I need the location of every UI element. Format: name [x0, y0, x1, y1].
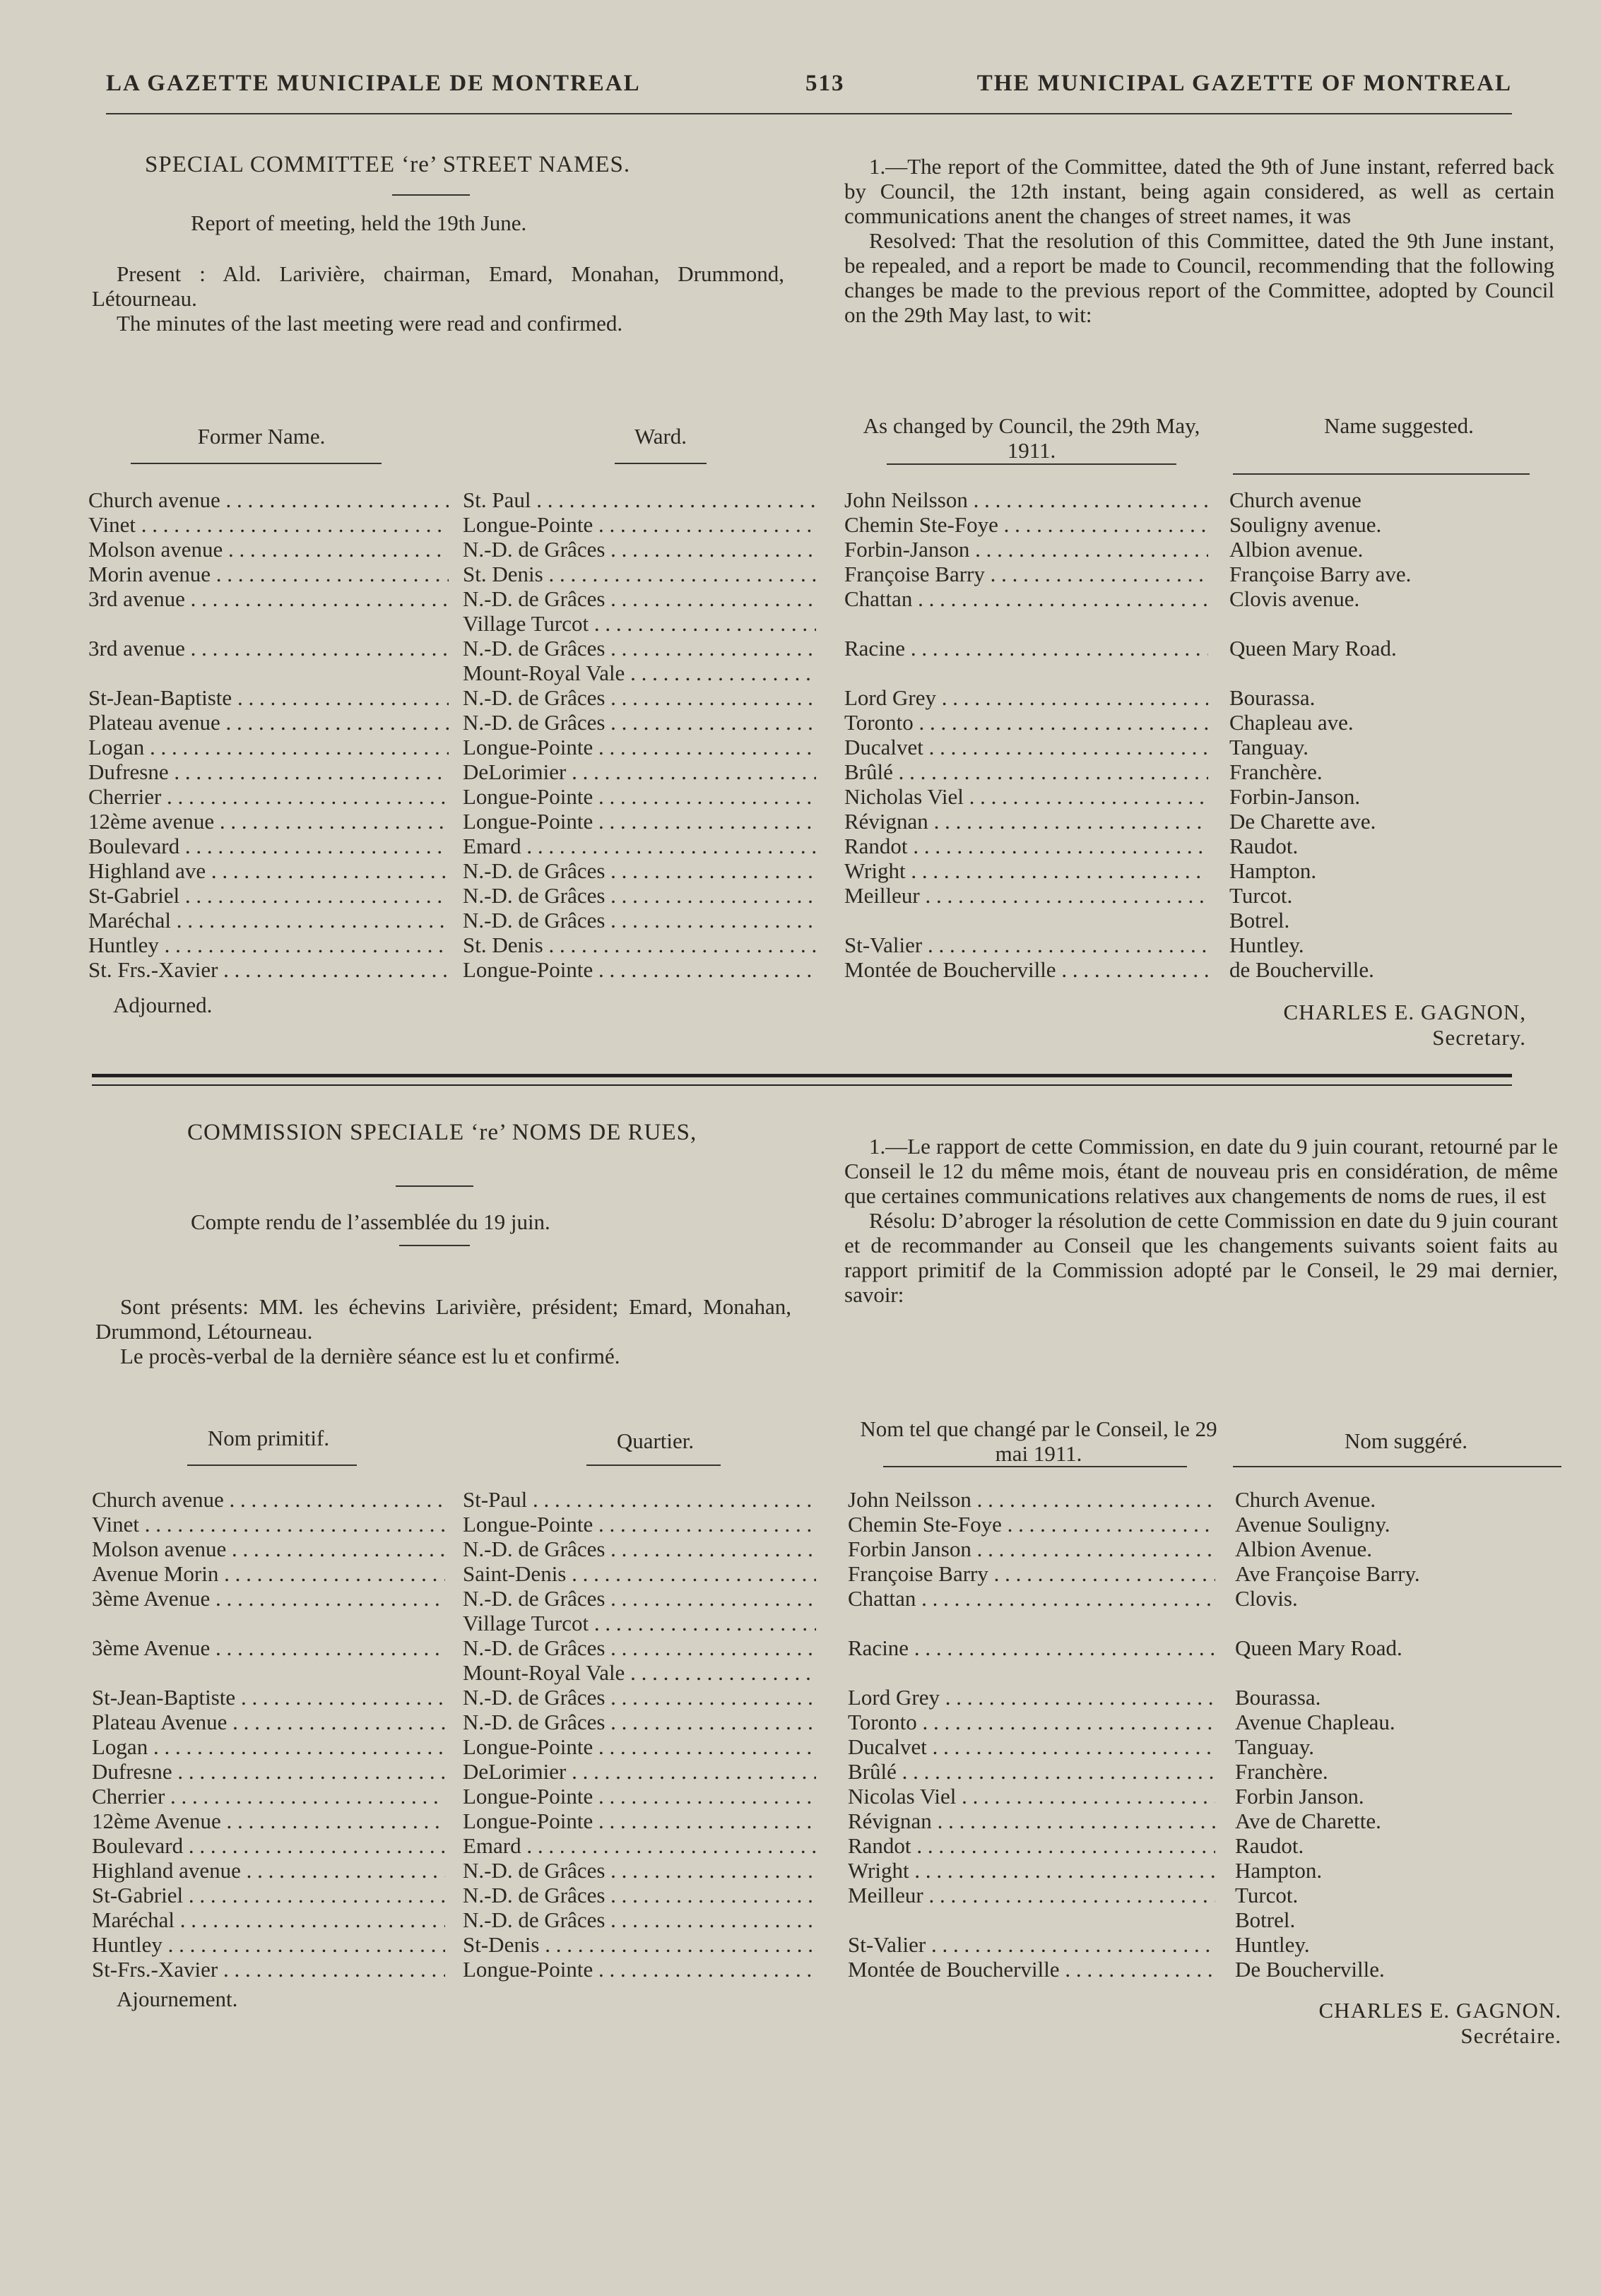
suggested-name: Turcot.	[1235, 1883, 1299, 1907]
former-name: 12ème avenue . . .	[88, 809, 449, 834]
resolution-para-1: 1.—The report of the Committee, dated the 9th of June instant, referred back by Council, the 12th instant, being again considered, as well as certain communications anent the changes of street names, it was	[844, 154, 1554, 228]
ward: Longue-Pointe . . .	[463, 735, 816, 759]
ward: St-Denis . . .	[463, 1932, 816, 1957]
present-text: Present : Ald. Larivière, chairman, Emard, Monahan, Drummond, Létourneau.	[92, 261, 784, 311]
former-name: Vinet . . .	[88, 512, 449, 537]
suggested-name: Raudot.	[1235, 1833, 1304, 1858]
former-name: Dufresne . . .	[92, 1759, 445, 1784]
resolution-para-2: Resolved: That the resolution of this Committee, dated the 9th June instant, be repealed, and a report be made to Council, recommending that the following changes be made to the previous report of the Committee, adopted by Council on the 29th May last, to wit:	[844, 228, 1554, 327]
english-title: SPECIAL COMMITTEE ‘re’ STREET NAMES.	[145, 152, 631, 177]
suggested-name: Forbin-Janson.	[1229, 784, 1361, 809]
changed-name: Racine . . .	[844, 636, 1208, 661]
ward: DeLorimier . . .	[463, 1759, 816, 1784]
header-left: LA GAZETTE MUNICIPALE DE MONTREAL	[106, 71, 641, 96]
former-name: 12ème Avenue . . .	[92, 1809, 445, 1833]
ward: N.-D. de Grâces . . .	[463, 1685, 816, 1710]
ward: Emard . . .	[463, 1833, 816, 1858]
suggested-name: Ave de Charette.	[1235, 1809, 1381, 1833]
suggested-name: Chapleau ave.	[1229, 710, 1354, 735]
changed-name: Lord Grey . . .	[844, 685, 1208, 710]
signature-name: CHARLES E. GAGNON,	[1283, 1000, 1526, 1024]
header-rule	[887, 463, 1176, 465]
changed-name: Chemin Ste-Foye . . .	[844, 512, 1208, 537]
header-rule	[586, 1464, 721, 1466]
changed-name: Forbin-Janson . . .	[844, 537, 1208, 562]
former-name: Maréchal . . .	[88, 908, 449, 933]
suggested-name: Albion avenue.	[1229, 537, 1364, 562]
suggested-name: Ave Françoise Barry.	[1235, 1561, 1420, 1586]
changed-name: Chattan . . .	[848, 1586, 1215, 1611]
suggested-name: Queen Mary Road.	[1235, 1635, 1402, 1660]
former-name: St-Jean-Baptiste . . .	[88, 685, 449, 710]
suggested-name	[1235, 1660, 1560, 1685]
changed-name: Brûlé . . .	[848, 1759, 1215, 1784]
ward: Mount-Royal Vale . . .	[463, 1660, 816, 1685]
suggested-name: Botrel.	[1235, 1907, 1296, 1932]
french-title: COMMISSION SPECIALE ‘re’ NOMS DE RUES,	[187, 1120, 697, 1145]
changed-name: Montée de Boucherville . . .	[844, 957, 1208, 982]
changed-name: Ducalvet . . .	[848, 1734, 1215, 1759]
former-name: Church avenue . . .	[88, 487, 449, 512]
former-name: Plateau avenue . . .	[88, 710, 449, 735]
header-right: THE MUNICIPAL GAZETTE OF MONTREAL	[976, 71, 1512, 96]
former-name: Cherrier . . .	[88, 784, 449, 809]
ward: N.-D. de Grâces . . .	[463, 883, 816, 908]
changed-name: Randot . . .	[844, 834, 1208, 858]
french-report-of: Compte rendu de l’assemblée du 19 juin.	[191, 1209, 550, 1234]
former-name	[92, 1611, 445, 1635]
signature-name: CHARLES E. GAGNON.	[1318, 1998, 1561, 2023]
ward: Saint-Denis . . .	[463, 1561, 816, 1586]
suggested-name: Forbin Janson.	[1235, 1784, 1364, 1809]
former-name: Highland avenue . . .	[92, 1858, 445, 1883]
changed-name: Chattan . . .	[844, 586, 1208, 611]
former-name: 3rd avenue . . .	[88, 586, 449, 611]
ward: N.-D. de Grâces . . .	[463, 636, 816, 661]
suggested-name: Tanguay.	[1229, 735, 1309, 759]
minutes-text: Le procès-verbal de la dernière séance est lu et confirmé.	[120, 1344, 620, 1368]
former-name: Logan . . .	[88, 735, 449, 759]
ward: St-Paul . . .	[463, 1487, 816, 1512]
signature-role: Secrétaire.	[1460, 2023, 1561, 2048]
changed-name: Françoise Barry . . .	[844, 562, 1208, 586]
changed-name: Toronto . . .	[844, 710, 1208, 735]
suggested-name: Raudot.	[1229, 834, 1299, 858]
changed-name	[844, 908, 1208, 933]
former-name: St-Frs.-Xavier . . .	[92, 1957, 445, 1982]
english-adjourned: Adjourned.	[113, 993, 213, 1017]
header-former-name: Former Name.	[197, 424, 326, 449]
changed-name: Meilleur . . .	[844, 883, 1208, 908]
changed-name: Ducalvet . . .	[844, 735, 1208, 759]
ward: N.-D. de Grâces . . .	[463, 908, 816, 933]
english-report-of: Report of meeting, held the 19th June.	[191, 211, 527, 235]
ward: Longue-Pointe . . .	[463, 957, 816, 982]
suggested-name: Huntley.	[1229, 933, 1304, 957]
header-rule	[883, 1466, 1187, 1467]
header-ward: Quartier.	[616, 1428, 695, 1453]
suggested-name	[1235, 1611, 1560, 1635]
changed-name	[848, 1660, 1215, 1685]
former-name: Cherrier . . .	[92, 1784, 445, 1809]
suggested-name: Bourassa.	[1235, 1685, 1321, 1710]
former-name: Boulevard . . .	[88, 834, 449, 858]
former-name: Plateau Avenue . . .	[92, 1710, 445, 1734]
ward: St. Denis . . .	[463, 562, 816, 586]
header-rule	[106, 113, 1512, 114]
suggested-name: Clovis.	[1235, 1586, 1298, 1611]
former-name: Church avenue . . .	[92, 1487, 445, 1512]
french-resolution	[844, 1134, 1558, 1307]
former-name: 3rd avenue . . .	[88, 636, 449, 661]
ward: Longue-Pointe . . .	[463, 1957, 816, 1982]
english-suggested-names	[1229, 487, 1540, 982]
changed-name: St-Valier . . .	[844, 933, 1208, 957]
signature-role: Secretary.	[1432, 1025, 1526, 1050]
suggested-name: De Charette ave.	[1229, 809, 1376, 834]
ward: Longue-Pointe . . .	[463, 1734, 816, 1759]
former-name: Maréchal . . .	[92, 1907, 445, 1932]
changed-name: Brûlé . . .	[844, 759, 1208, 784]
changed-name	[844, 611, 1208, 636]
former-name: Morin avenue . . .	[88, 562, 449, 586]
former-name: Molson avenue . . .	[88, 537, 449, 562]
ward: Longue-Pointe . . .	[463, 512, 816, 537]
changed-name: Wright . . .	[844, 858, 1208, 883]
header-changed: As changed by Council, the 29th May, 1911.	[863, 413, 1200, 463]
former-name: Avenue Morin . . .	[92, 1561, 445, 1586]
suggested-name: Church avenue	[1229, 487, 1361, 512]
ward: N.-D. de Grâces . . .	[463, 1710, 816, 1734]
former-name	[88, 611, 449, 636]
french-signature-block	[1201, 1998, 1561, 2049]
english-former-names	[88, 487, 449, 982]
resolution-para-2: Résolu: D’abroger la résolution de cette Commission en date du 9 juin courant et de recommander au Conseil que les changements suivants soient faits au rapport primitif de la Commission adopté par le Conseil, le 29 mai dernier, savoir:	[844, 1208, 1558, 1307]
suggested-name: Queen Mary Road.	[1229, 636, 1397, 661]
ward: N.-D. de Grâces . . .	[463, 1858, 816, 1883]
ward: St. Denis . . .	[463, 933, 816, 957]
suggested-name	[1229, 661, 1540, 685]
suggested-name: Bourassa.	[1229, 685, 1316, 710]
suggested-name: Tanguay.	[1235, 1734, 1315, 1759]
ward: N.-D. de Grâces . . .	[463, 537, 816, 562]
header-rule	[187, 1464, 357, 1466]
suggested-name: Franchère.	[1229, 759, 1323, 784]
ward: Longue-Pointe . . .	[463, 1809, 816, 1833]
page-number: 513	[805, 71, 845, 96]
former-name	[92, 1660, 445, 1685]
french-former-names	[92, 1487, 445, 1982]
former-name: 3ème Avenue . . .	[92, 1635, 445, 1660]
title-rule	[392, 194, 470, 196]
ward: Longue-Pointe . . .	[463, 809, 816, 834]
header-ward: Ward.	[634, 424, 687, 449]
english-signature-block	[1201, 1000, 1526, 1051]
title-rule	[399, 1245, 470, 1246]
header-suggested: Name suggested.	[1324, 413, 1474, 438]
suggested-name: Avenue Chapleau.	[1235, 1710, 1395, 1734]
header-rule	[1233, 473, 1530, 475]
changed-name	[844, 661, 1208, 685]
suggested-name: De Boucherville.	[1235, 1957, 1385, 1982]
former-name: Highland ave . . .	[88, 858, 449, 883]
changed-name: Forbin Janson . . .	[848, 1537, 1215, 1561]
french-wards	[463, 1487, 816, 1982]
english-present	[92, 261, 784, 336]
french-changed-names	[848, 1487, 1215, 1982]
changed-name: Toronto . . .	[848, 1710, 1215, 1734]
changed-name: Nicholas Viel . . .	[844, 784, 1208, 809]
former-name: St-Gabriel . . .	[92, 1883, 445, 1907]
header-changed: Nom tel que changé par le Conseil, le 29 mai 1911.	[860, 1416, 1217, 1466]
former-name: 3ème Avenue . . .	[92, 1586, 445, 1611]
french-adjourned: Ajournement.	[117, 1987, 238, 2011]
ward: N.-D. de Grâces . . .	[463, 858, 816, 883]
suggested-name: Church Avenue.	[1235, 1487, 1376, 1512]
header-suggested: Nom suggéré.	[1345, 1428, 1467, 1453]
ward: N.-D. de Grâces . . .	[463, 1907, 816, 1932]
former-name: Boulevard . . .	[92, 1833, 445, 1858]
suggested-name: Souligny avenue.	[1229, 512, 1382, 537]
suggested-name: de Boucherville.	[1229, 957, 1374, 982]
changed-name	[848, 1611, 1215, 1635]
ward: St. Paul . . .	[463, 487, 816, 512]
changed-name: John Neilsson . . .	[844, 487, 1208, 512]
ward: N.-D. de Grâces . . .	[463, 1586, 816, 1611]
ward: Mount-Royal Vale . . .	[463, 661, 816, 685]
ward: Longue-Pointe . . .	[463, 784, 816, 809]
header-former-name: Nom primitif.	[207, 1426, 330, 1450]
ward: N.-D. de Grâces . . .	[463, 1883, 816, 1907]
ward: N.-D. de Grâces . . .	[463, 685, 816, 710]
changed-name: Lord Grey . . .	[848, 1685, 1215, 1710]
suggested-name: Hampton.	[1229, 858, 1317, 883]
ward: DeLorimier . . .	[463, 759, 816, 784]
former-name: Huntley . . .	[92, 1932, 445, 1957]
suggested-name: Hampton.	[1235, 1858, 1323, 1883]
former-name: St. Frs.-Xavier . . .	[88, 957, 449, 982]
ward: Longue-Pointe . . .	[463, 1784, 816, 1809]
changed-name: John Neilsson . . .	[848, 1487, 1215, 1512]
changed-name: Chemin Ste-Foye . . .	[848, 1512, 1215, 1537]
present-text: Sont présents: MM. les échevins Larivière, président; Emard, Monahan, Drummond, Létourneau.	[95, 1294, 791, 1344]
former-name	[88, 661, 449, 685]
former-name: Vinet . . .	[92, 1512, 445, 1537]
changed-name: Françoise Barry . . .	[848, 1561, 1215, 1586]
changed-name: Randot . . .	[848, 1833, 1215, 1858]
french-present	[95, 1294, 791, 1368]
ward: Village Turcot . . .	[463, 611, 816, 636]
ward: N.-D. de Grâces . . .	[463, 586, 816, 611]
french-suggested-names	[1235, 1487, 1560, 1982]
former-name: Logan . . .	[92, 1734, 445, 1759]
suggested-name: Franchère.	[1235, 1759, 1328, 1784]
suggested-name: Avenue Souligny.	[1235, 1512, 1390, 1537]
page-header	[106, 71, 1512, 106]
english-resolution	[844, 154, 1554, 327]
ward: Longue-Pointe . . .	[463, 1512, 816, 1537]
header-rule	[1233, 1466, 1561, 1467]
former-name: Huntley . . .	[88, 933, 449, 957]
resolution-para-1: 1.—Le rapport de cette Commission, en date du 9 juin courant, retourné par le Conseil le 12 du même mois, étant de nouveau pris en considération, de même que certaines communications relatives aux changements de noms de rues, il est	[844, 1134, 1558, 1208]
changed-name: Montée de Boucherville . . .	[848, 1957, 1215, 1982]
former-name: Dufresne . . .	[88, 759, 449, 784]
title-rule	[396, 1185, 473, 1187]
ward: N.-D. de Grâces . . .	[463, 710, 816, 735]
english-changed-names	[844, 487, 1208, 982]
suggested-name: Albion Avenue.	[1235, 1537, 1373, 1561]
ward: Emard . . .	[463, 834, 816, 858]
minutes-text: The minutes of the last meeting were read and confirmed.	[117, 311, 623, 336]
former-name: St-Jean-Baptiste . . .	[92, 1685, 445, 1710]
changed-name: Wright . . .	[848, 1858, 1215, 1883]
changed-name	[848, 1907, 1215, 1932]
ward: N.-D. de Grâces . . .	[463, 1537, 816, 1561]
suggested-name: Botrel.	[1229, 908, 1290, 933]
header-rule	[615, 463, 707, 464]
suggested-name	[1229, 611, 1540, 636]
ward: N.-D. de Grâces . . .	[463, 1635, 816, 1660]
suggested-name: Turcot.	[1229, 883, 1293, 908]
changed-name: Révignan . . .	[848, 1809, 1215, 1833]
changed-name: St-Valier . . .	[848, 1932, 1215, 1957]
header-rule	[131, 463, 382, 464]
section-divider	[92, 1074, 1512, 1086]
suggested-name: Clovis avenue.	[1229, 586, 1360, 611]
changed-name: Révignan . . .	[844, 809, 1208, 834]
english-wards	[463, 487, 816, 982]
changed-name: Racine . . .	[848, 1635, 1215, 1660]
suggested-name: Huntley.	[1235, 1932, 1310, 1957]
changed-name: Meilleur . . .	[848, 1883, 1215, 1907]
former-name: Molson avenue . . .	[92, 1537, 445, 1561]
ward: Village Turcot . . .	[463, 1611, 816, 1635]
former-name: St-Gabriel . . .	[88, 883, 449, 908]
changed-name: Nicolas Viel . . .	[848, 1784, 1215, 1809]
suggested-name: Françoise Barry ave.	[1229, 562, 1412, 586]
